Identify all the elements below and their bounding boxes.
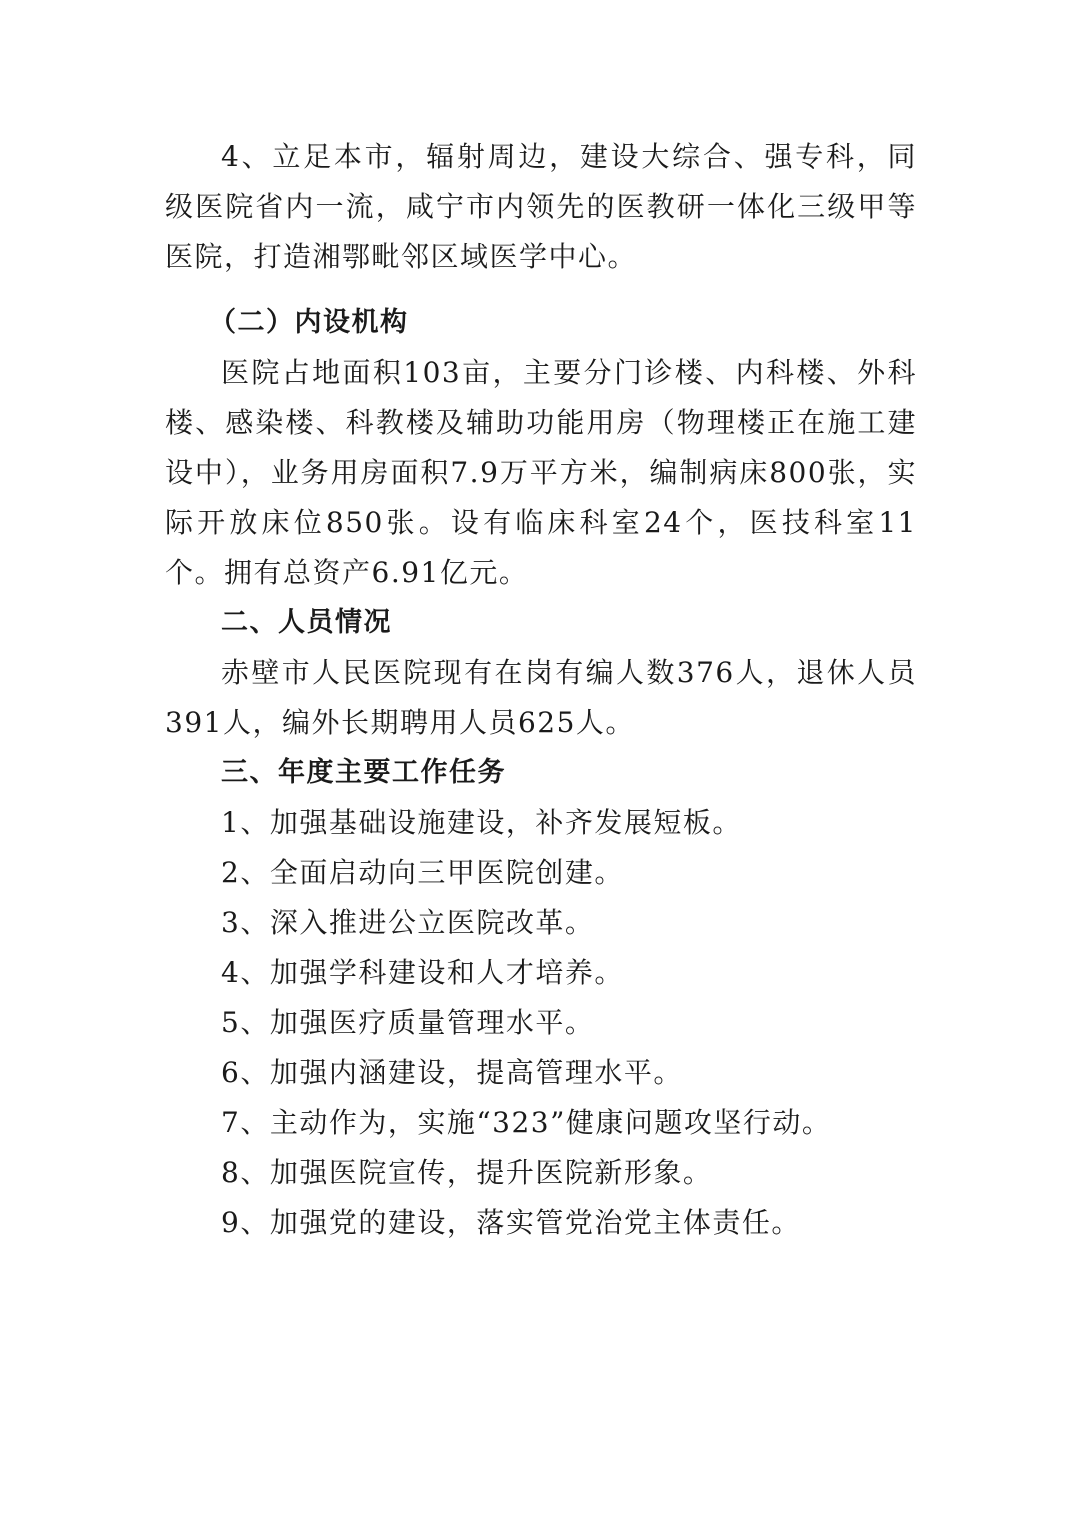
document-body — [165, 132, 917, 1248]
task-item: 3、深入推进公立医院改革。 — [221, 906, 595, 939]
task-item: 4、加强学科建设和人才培养。 — [221, 956, 624, 989]
task-item: 7、主动作为，实施“323”健康问题攻坚行动。 — [221, 1106, 832, 1139]
task-item: 6、加强内涵建设，提高管理水平。 — [221, 1056, 683, 1089]
goal-item-4: 4、立足本市，辐射周边，建设大综合、强专科，同级医院省内一流，咸宁市内领先的医教研一体化三级甲等医院，打造湘鄂毗邻区域医学中心。 — [165, 140, 917, 273]
task-item: 8、加强医院宣传，提升医院新形象。 — [221, 1156, 713, 1189]
task-item: 1、加强基础设施建设，补齐发展短板。 — [221, 806, 742, 839]
task-item: 9、加强党的建设，落实管党治党主体责任。 — [221, 1206, 801, 1239]
task-item: 2、全面启动向三甲医院创建。 — [221, 856, 624, 889]
task-item: 5、加强医疗质量管理水平。 — [221, 1006, 595, 1039]
internal-institutions-heading: （二）内设机构 — [209, 307, 409, 338]
annual-tasks-heading: 三、年度主要工作任务 — [221, 757, 506, 788]
internal-institutions-paragraph: 医院占地面积103亩，主要分门诊楼、内科楼、外科楼、感染楼、科教楼及辅助功能用房（物理楼正在施工建设中），业务用房面积7.9万平方米，编制病床800张，实际开放床位850张。设有临床科室24个，医技科室11个。拥有总资产6.91亿元。 — [165, 356, 917, 589]
personnel-paragraph: 赤壁市人民医院现有在岗有编人数376人，退休人员391人，编外长期聘用人员625人。 — [165, 656, 917, 739]
personnel-heading: 二、人员情况 — [221, 607, 392, 638]
